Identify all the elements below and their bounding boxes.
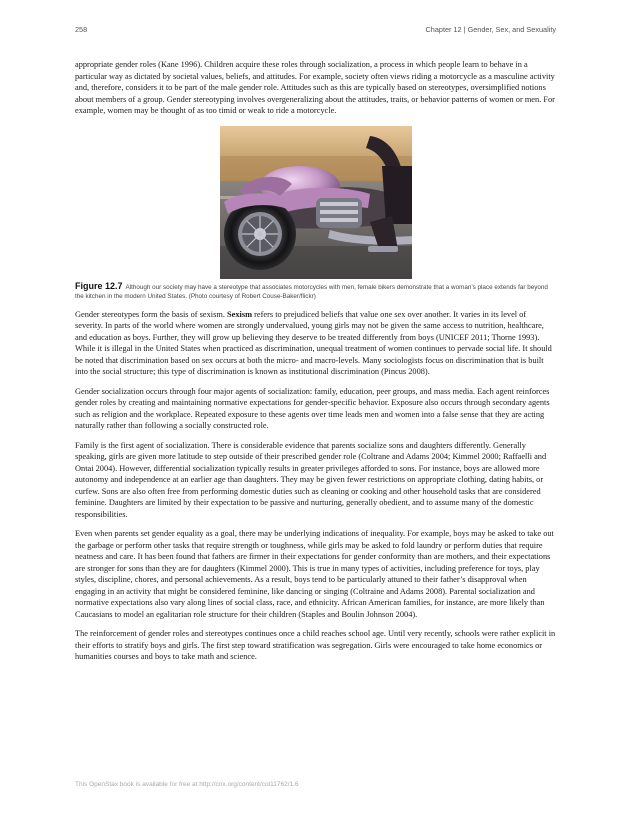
chapter-title: Chapter 12 | Gender, Sex, and Sexuality	[425, 25, 556, 34]
figure-12-7	[75, 126, 556, 301]
page-footer: This OpenStax book is available for free at http://cnx.org/content/col11762/1.6	[75, 781, 299, 788]
paragraph-family: Family is the first agent of socialization. There is considerable evidence that parents socialize sons and daughters differently. Generally speaking, girls are given more latitude to step outside of their prescribed gender role (Coltrane and Adams 2004; Kimmel 2000; Raffaelli and Ontai 2004). However, differential socialization typically results in greater privileges afforded to sons. For instance, boys are allowed more autonomy and independence at an earlier age than daughters. They may be given fewer restrictions on appropriate clothing, dating habits, or curfew. Sons are also often free from performing domestic duties such as cleaning or cooking and other household tasks that are considered feminine. Daughters are limited by their expectation to be passive and nurturing, generally obedient, and to assume many of the domestic responsibilities.	[75, 440, 547, 519]
figure-label: Figure 12.7	[75, 280, 123, 291]
figure-caption	[75, 282, 556, 301]
key-term-sexism: Sexism	[227, 309, 253, 319]
page-content	[75, 59, 556, 663]
paragraph-intro: appropriate gender roles (Kane 1996). Children acquire these roles through socialization, a process in which people learn to behave in a particular way as dictated by societal values, beliefs, and attitudes. For example, society often views riding a motorcycle as a masculine activity and, therefore, considers it to be part of the male gender role. Attitudes such as this are typically based on stereotypes, oversimplified notions about members of a group. Gender stereotyping involves overgeneralizing about the attitudes, traits, or behavior patterns of women or men. For example, women may be thought of as too timid or weak to ride a motorcycle.	[75, 60, 555, 115]
paragraph-agents: Gender socialization occurs through four major agents of socialization: family, education, peer groups, and mass media. Each agent reinforces gender roles by creating and maintaining normative expectations for gender-specific behavior. Exposure also occurs through secondary agents such as religion and the workplace. Repeated exposure to these agents over time leads men and women into a false sense that they are acting naturally rather than following a socially constructed role.	[75, 386, 550, 430]
paragraph-sexism-start: Gender stereotypes form the basis of sexism.	[75, 309, 228, 319]
motorcycle-photo-drawing	[220, 126, 412, 279]
paragraph-sexism	[75, 309, 556, 378]
page-header	[75, 25, 556, 37]
page-number: 258	[75, 25, 88, 34]
motorcycle-photo	[220, 126, 412, 279]
paragraph-school: The reinforcement of gender roles and stereotypes continues once a child reaches school age. Until very recently, schools were rather explicit in their efforts to stratify boys and girls. The first step toward stratification was segregation. Girls were encouraged to take home economics or humanities courses and boys to take math and science.	[75, 629, 556, 661]
figure-caption-text: Although our society may have a stereotype that associates motorcycles with men, female bikers demonstrate that a woman’s place extends far beyond the kitchen in the modern United States. (Photo courtesy of Robert Couse-Baker/flickr)	[75, 283, 548, 300]
paragraph-parents: Even when parents set gender equality as a goal, there may be underlying indications of inequality. For example, boys may be asked to take out the garbage or perform other tasks that require strength or toughness, while girls may be asked to fold laundry or perform duties that require neatness and care. It has been found that fathers are firmer in their expectations for gender conformity than are mothers, and their expectations are stronger for sons than they are for daughters (Kimmel 2000). This is true in many types of activities, including preference for toys, play styles, discipline, chores, and personal achievements. As a result, boys tend to be particularly attuned to their father’s disapproval when engaging in an activity that might be considered feminine, like dancing or singing (Coltraine and Adams 2008). Parental socialization and normative expectations also vary along lines of social class, race, and ethnicity. African American families, for instance, are more likely than Caucasians to model an egalitarian role structure for their children (Staples and Boulin Johnson 2004).	[75, 529, 554, 619]
paragraph-sexism-rest: refers to prejudiced beliefs that value one sex over another. It varies in its level of severity. In parts of the world where women are strongly undervalued, young girls may not be given the same access to nutrition, healthcare, and education as boys. Further, they will grow up believing they deserve to be treated differently from boys (UNICEF 2011; Thorne 1993). While it is illegal in the United States when practiced as discrimination, unequal treatment of women continues to pervade social life. It should be noted that discrimination based on sex occurs at both the micro- and macro-levels. Many sociologists focus on discrimination that is built into the social structure; this type of discrimination is known as institutional discrimination (Pincus 2008).	[75, 309, 552, 376]
